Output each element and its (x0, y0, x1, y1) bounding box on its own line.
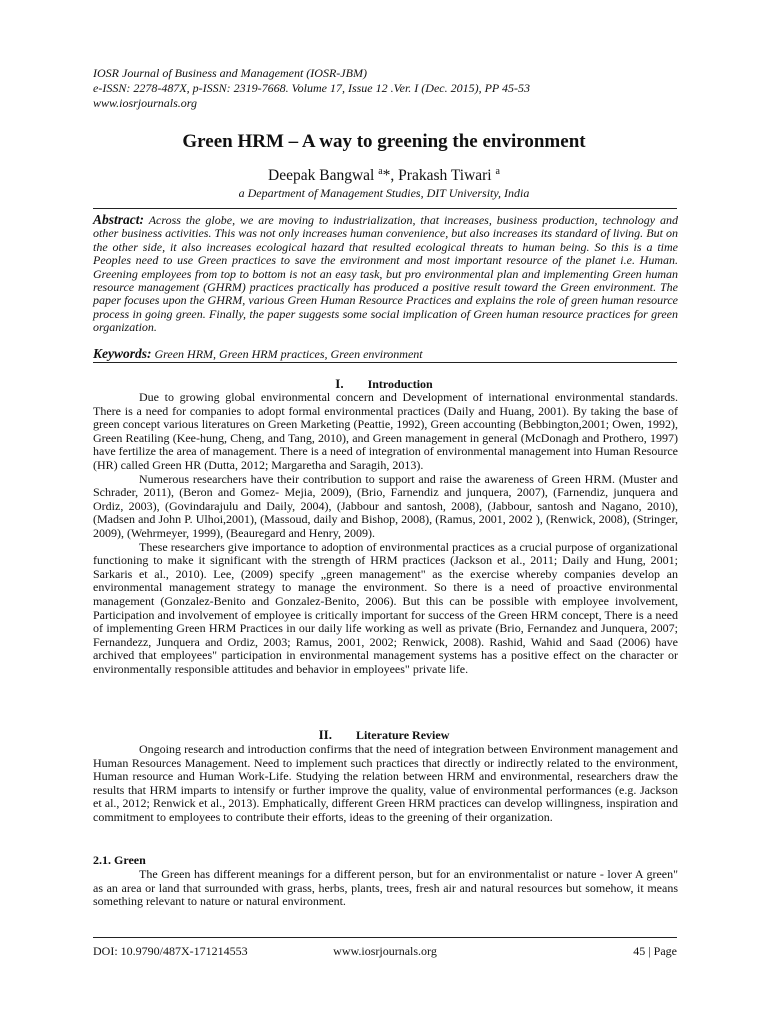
author-list (0, 166, 768, 185)
journal-issn: e-ISSN: 2278-487X, p-ISSN: 2319-7668. Volume 17, Issue 12 .Ver. I (Dec. 2015), PP 45-53 (93, 81, 531, 95)
paragraph: The Green has different meanings for a different person, but for an environmentalist or nature - lover A green" as an area or land that surrounded with grass, herbs, plants, trees, fresh air and natural resources but somehow, it means something relevant to nature or natural environment. (93, 867, 678, 909)
affiliation-marker: a (378, 166, 383, 177)
abstract-bottom-rule (93, 362, 677, 363)
literature-review-body (93, 743, 678, 825)
abstract-text: Across the globe, we are moving to industrialization, that increases, business production, technology and other business activities. This was not only increases human convenience, but also increases its standard of living. But on the other side, it also increases ecological hazard that resulted ecological threats to human being. So this is a time Peoples need to use Green practices to save the environment and most important resource of the planet i.e. Human. Greening employees from top to bottom is not an easy task, but pro environmental plan and implementing Green human resource management (GHRM) practices practically has produced a positive result toward the Green environment. The paper focuses upon the GHRM, various Green Human Resource Practices and explains the role of green human resource process in going green. Finally, the paper suggests some social implication of Green human resource practices for green organization. (93, 213, 678, 335)
author-name: Prakash Tiwari (398, 167, 492, 185)
section-number: II. (318, 727, 332, 742)
journal-name: IOSR Journal of Business and Management (IOSR-JBM) (93, 66, 367, 80)
abstract-label: Abstract: (93, 212, 145, 227)
paragraph: These researchers give importance to adoption of environmental practices as a crucial purpose of organizational functioning to make it significant with the strength of HRM practices (Jackson et al., 2011; Daily and Hung, 2001; Sarkaris et al., 2010). Lee, (2009) specify „green management" as the exercise whereby companies develop an environmental management strategy to manage the environment. So there is a need of proactive environmental management (Gonzalez-Benito and Gonzalez-Benito, 2006). But this can be possible with employee involvement, Participation and involvement of employee is critically important for success of the Green HRM concept, There is a need of implementing Green HRM Practices in our daily life working as well as private (Brio, Fernandez and Junquera, 2007; Fernandezz, Junquera and Ordiz, 2003; Ramus, 2001, 2002; Renwick, 2008). Rashid, Wahid and Saad (2006) have archived that employees" participation in environmental management systems has a positive effect on the character or environmentally responsible attitudes and behavior in employees" private life. (93, 539, 678, 676)
journal-header (93, 66, 693, 111)
page-footer (93, 944, 677, 959)
corresponding-marker: *, (382, 167, 399, 185)
page-number: 45 | Page (633, 944, 677, 958)
abstract-top-rule (93, 208, 677, 209)
journal-website: www.iosrjournals.org (93, 96, 198, 110)
footer-website: www.iosrjournals.org (333, 944, 437, 958)
keywords (93, 346, 678, 362)
abstract (93, 213, 678, 335)
section-number: I. (335, 376, 344, 391)
subsection-heading-green: 2.1. Green (93, 853, 146, 867)
paragraph: Due to growing global environmental concern and Development of international environmental standards. There is a need for companies to adopt formal environmental practices (Daily and Huang, 2001). By taking the base of green concept various literatures on Green Marketing (Peattie, 1992), Green accounting (Bebbington,2001; Owen, 1992), Green Reatiling (Kee-hung, Cheng, and Tang, 2010), and Green management in general (McDonagh and Prothero, 1997) have fertilize the area of management. There is a need of integration of environmental management into Human Resource (HR) called Green HR (Dutta, 2012; Margaretha and Saragih, 2013). (93, 390, 678, 472)
section-title: Introduction (367, 377, 433, 391)
section-title: Literature Review (355, 728, 450, 742)
footer-doi: DOI: 10.9790/487X-171214553 (93, 944, 248, 958)
author-name: Deepak Bangwal (268, 167, 375, 185)
introduction-body (93, 391, 678, 676)
section-heading-literature-review (0, 727, 768, 743)
keywords-label: Keywords: (93, 346, 152, 361)
footer-rule (93, 937, 677, 938)
paragraph: Ongoing research and introduction confirms that the need of integration between Environment management and Human Resources Management. Need to implement such practices that directly or indirectly related to the environment, Human resource and Human Work-Life. Studying the relation between HRM and environmental, researchers draw the results that HRM imparts to intensify or further improve the quality, value of environmental performances (e.g. Jackson et al., 2012; Renwick et al., 2013). Emphatically, different Green HRM practices can develop willingness, inspiration and commitment to employees to contribute their efforts, ideas to the greening of their organization. (93, 742, 678, 824)
paper-title: Green HRM – A way to greening the environment (182, 131, 586, 152)
green-subsection-body (93, 868, 678, 909)
keywords-text: Green HRM, Green HRM practices, Green environment (154, 347, 423, 361)
paragraph: Numerous researchers have their contribution to support and raise the awareness of Green HRM. (Muster and Schrader, 2011), (Beron and Gomez- Mejia, 2009), (Brio, Farnendiz and junquera, 2007), (Farnendiz, junquera and Ordiz, 2003), (Govindarajulu and Daily, 2004), (Jabbour and santosh, 2008), (Jabbour, santosh and Nagano, 2010), (Madsen and John P. Ulhoi,2001), (Massoud, daily and Bishop, 2008), (Ramus, 2001, 2002 ), (Renwick, 2008), (Stringer, 2009), (Wehrmeyer, 1999), (Beauregard and Henry, 2009). (93, 471, 678, 540)
affiliation-marker: a (495, 166, 500, 177)
affiliation: a Department of Management Studies, DIT University, India (238, 186, 530, 200)
